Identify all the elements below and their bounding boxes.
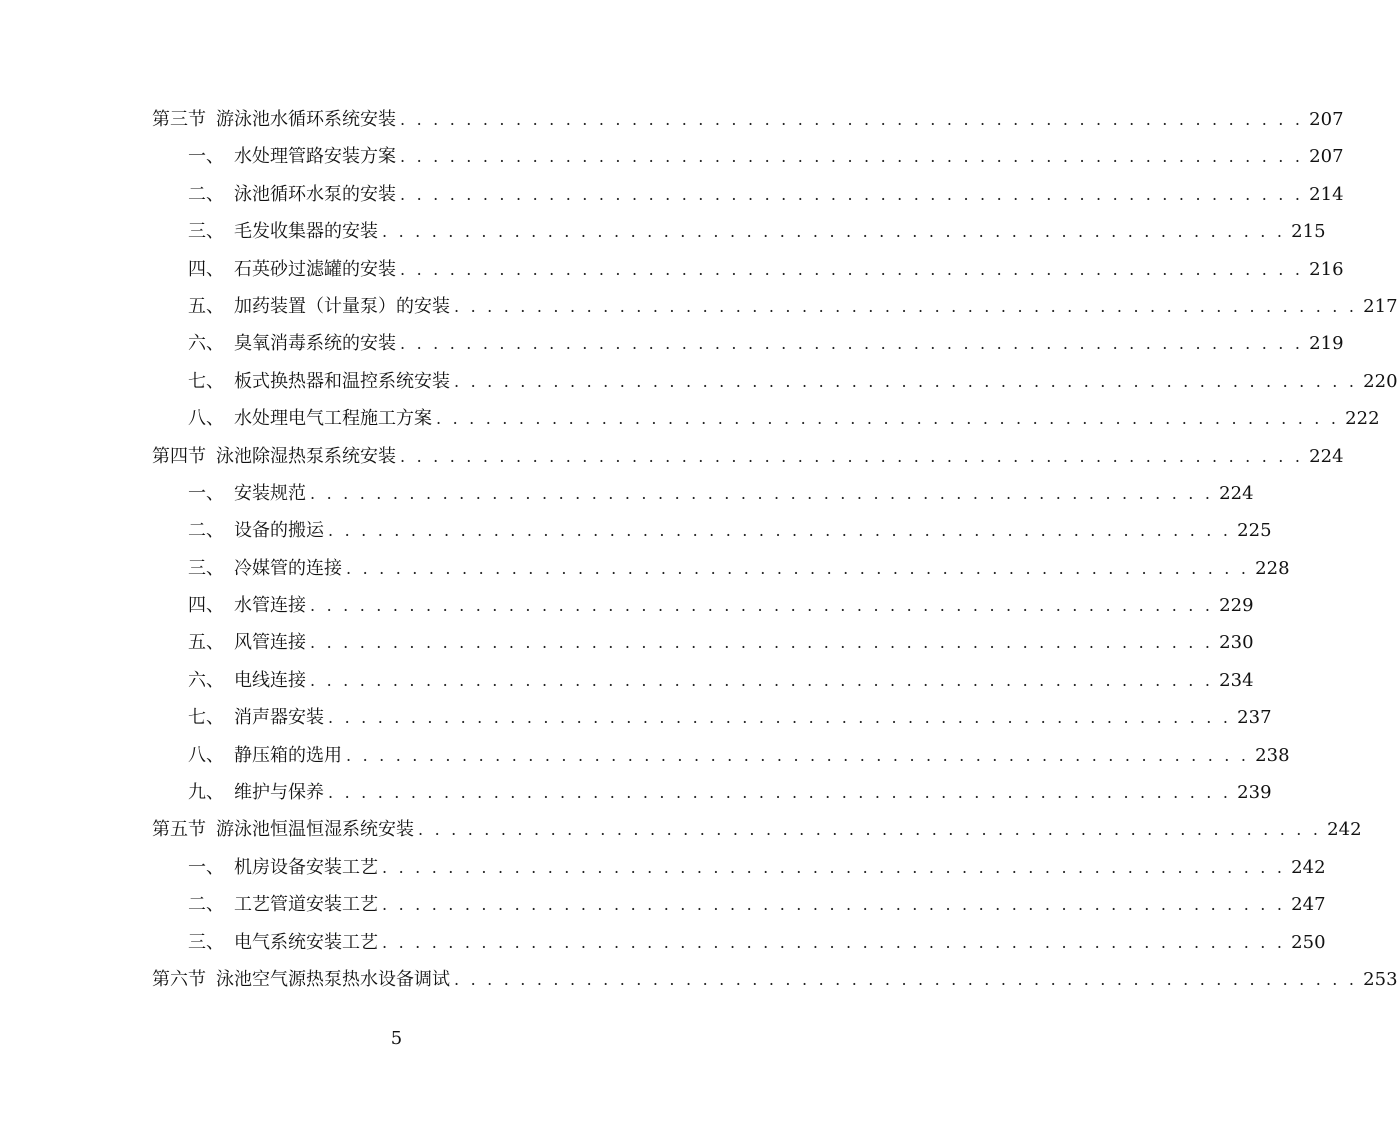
toc-entry-number: 六、 [188,333,224,355]
toc-entry-text: 维护与保养 [234,782,324,804]
toc-page-number: 239 [1237,782,1272,804]
toc-leader-dots: . . . . . . . . . . . . . . . . . . . . . . . . . . . . . . . . . . . . . . . . . . . . . . . . . . . . . . . [400,446,1304,466]
toc-entry-text: 泳池循环水泵的安装 [234,183,396,205]
toc-leader-dots: . . . . . . . . . . . . . . . . . . . . . . . . . . . . . . . . . . . . . . . . . . . . . . . . . . . . . . . [400,147,1304,167]
toc-leader-dots: . . . . . . . . . . . . . . . . . . . . . . . . . . . . . . . . . . . . . . . . . . . . . . . . . . . . . . . [346,745,1250,765]
toc-subsection-entry[interactable] [152,587,1254,624]
toc-page-number: 228 [1255,557,1290,579]
toc-page-number: 224 [1219,482,1254,504]
toc-entry-text: 静压箱的选用 [234,744,342,766]
toc-page-number: 216 [1309,258,1344,280]
toc-leader-dots: . . . . . . . . . . . . . . . . . . . . . . . . . . . . . . . . . . . . . . . . . . . . . . . . . . . . . . . [400,184,1304,204]
toc-entry-number: 二、 [188,894,224,916]
toc-leader-dots: . . . . . . . . . . . . . . . . . . . . . . . . . . . . . . . . . . . . . . . . . . . . . . . . . . . . . . . [310,596,1214,616]
toc-entry-number: 第四节 [152,445,206,467]
toc-entry-text: 工艺管道安装工艺 [234,894,378,916]
toc-leader-dots: . . . . . . . . . . . . . . . . . . . . . . . . . . . . . . . . . . . . . . . . . . . . . . . . . . . . . . . [382,857,1286,877]
toc-section-entry[interactable] [152,961,1398,998]
toc-entry-number: 第三节 [152,109,206,130]
toc-entry-title [188,363,450,400]
toc-entry-number: 二、 [188,520,224,542]
toc-entry-number: 三、 [188,931,224,953]
toc-entry-text: 水处理管路安装方案 [234,146,396,168]
toc-entry-title [152,811,414,848]
toc-entry-text: 臭氧消毒系统的安装 [234,333,396,355]
toc-leader-dots: . . . . . . . . . . . . . . . . . . . . . . . . . . . . . . . . . . . . . . . . . . . . . . . . . . . . . . . [382,895,1286,915]
toc-entry-text: 电线连接 [234,669,306,691]
toc-entry-title [188,288,450,325]
toc-subsection-entry[interactable] [152,288,1398,325]
toc-page-number: 253 [1363,968,1398,990]
toc-entry-title [188,662,306,699]
toc-section-entry[interactable] [152,811,1362,848]
toc-subsection-entry[interactable] [152,213,1326,250]
toc-leader-dots: . . . . . . . . . . . . . . . . . . . . . . . . . . . . . . . . . . . . . . . . . . . . . . . . . . . . . . . [454,371,1358,391]
toc-entry-title [188,737,342,774]
toc-page-number: 234 [1219,669,1254,691]
toc-leader-dots: . . . . . . . . . . . . . . . . . . . . . . . . . . . . . . . . . . . . . . . . . . . . . . . . . . . . . . . [328,708,1232,728]
toc-subsection-entry[interactable] [152,699,1272,736]
toc-entry-text: 冷媒管的连接 [234,557,342,579]
toc-entry-title [188,699,324,736]
toc-entry-title [188,251,396,288]
toc-subsection-entry[interactable] [152,737,1290,774]
toc-leader-dots: . . . . . . . . . . . . . . . . . . . . . . . . . . . . . . . . . . . . . . . . . . . . . . . . . . . . . . . [328,783,1232,803]
toc-subsection-entry[interactable] [152,924,1326,961]
toc-entry-number: 七、 [188,707,224,729]
toc-entry-number: 四、 [188,258,224,280]
toc-subsection-entry[interactable] [152,400,1380,437]
toc-entry-number: 二、 [188,183,224,205]
toc-subsection-entry[interactable] [152,251,1344,288]
toc-subsection-entry[interactable] [152,512,1272,549]
toc-leader-dots: . . . . . . . . . . . . . . . . . . . . . . . . . . . . . . . . . . . . . . . . . . . . . . . . . . . . . . . [436,409,1340,429]
toc-entry-text: 水处理电气工程施工方案 [234,408,432,430]
toc-entry-text: 水管连接 [234,595,306,617]
toc-entry-text: 加药装置（计量泵）的安装 [234,295,450,317]
toc-entry-title [152,438,396,475]
toc-leader-dots: . . . . . . . . . . . . . . . . . . . . . . . . . . . . . . . . . . . . . . . . . . . . . . . . . . . . . . . [400,334,1304,354]
toc-page-number: 242 [1327,819,1362,841]
toc-entry-text: 泳池除湿热泵系统安装 [216,445,396,467]
toc-leader-dots: . . . . . . . . . . . . . . . . . . . . . . . . . . . . . . . . . . . . . . . . . . . . . . . . . . . . . . . [346,558,1250,578]
toc-page-number: 219 [1309,333,1344,355]
toc-entry-number: 四、 [188,595,224,617]
toc-entry-number: 第六节 [152,968,206,990]
toc-leader-dots: . . . . . . . . . . . . . . . . . . . . . . . . . . . . . . . . . . . . . . . . . . . . . . . . . . . . . . . [382,222,1286,242]
toc-entry-title [152,961,450,998]
toc-entry-text: 消声器安装 [234,707,324,729]
toc-page-number: 225 [1237,520,1272,542]
toc-entry-title [152,101,396,138]
toc-page-number: 250 [1291,931,1326,953]
toc-subsection-entry[interactable] [152,886,1326,923]
toc-entry-text: 安装规范 [234,482,306,504]
toc-entry-title [188,138,396,175]
toc-entry-title [188,176,396,213]
toc-leader-dots: . . . . . . . . . . . . . . . . . . . . . . . . . . . . . . . . . . . . . . . . . . . . . . . . . . . . . . . [400,110,1304,129]
toc-page-number: 247 [1291,894,1326,916]
toc-entry-text: 设备的搬运 [234,520,324,542]
toc-entry-title [188,512,324,549]
toc-entry-number: 一、 [188,146,224,168]
toc-page-number: 224 [1309,445,1344,467]
toc-page-number: 207 [1309,109,1344,130]
toc-entry-number: 第五节 [152,819,206,841]
toc-entry-text: 游泳池恒温恒湿系统安装 [216,819,414,841]
toc-subsection-entry[interactable] [152,475,1254,512]
toc-subsection-entry[interactable] [152,363,1398,400]
toc-entry-title [188,213,378,250]
toc-subsection-entry[interactable] [152,662,1254,699]
toc-entry-title [188,475,306,512]
toc-leader-dots: . . . . . . . . . . . . . . . . . . . . . . . . . . . . . . . . . . . . . . . . . . . . . . . . . . . . . . . [310,633,1214,653]
toc-page-number: 220 [1363,370,1398,392]
toc-page-number: 222 [1345,408,1380,430]
toc-page-number: 238 [1255,744,1290,766]
toc-leader-dots: . . . . . . . . . . . . . . . . . . . . . . . . . . . . . . . . . . . . . . . . . . . . . . . . . . . . . . . [328,521,1232,541]
toc-entry-number: 一、 [188,856,224,878]
toc-entry-text: 板式换热器和温控系统安装 [234,370,450,392]
toc-leader-dots: . . . . . . . . . . . . . . . . . . . . . . . . . . . . . . . . . . . . . . . . . . . . . . . . . . . . . . . [310,483,1214,503]
toc-subsection-entry[interactable] [152,849,1326,886]
toc-leader-dots: . . . . . . . . . . . . . . . . . . . . . . . . . . . . . . . . . . . . . . . . . . . . . . . . . . . . . . . [382,932,1286,952]
toc-entry-text: 机房设备安装工艺 [234,856,378,878]
toc-page-number: 237 [1237,707,1272,729]
toc-leader-dots: . . . . . . . . . . . . . . . . . . . . . . . . . . . . . . . . . . . . . . . . . . . . . . . . . . . . . . . [454,296,1358,316]
toc-entry-title [188,587,306,624]
toc-entry-number: 五、 [188,632,224,654]
toc-subsection-entry[interactable] [152,550,1290,587]
toc-entry-text: 电气系统安装工艺 [234,931,378,953]
toc-page-number: 217 [1363,295,1398,317]
toc-page-number: 207 [1309,146,1344,168]
toc-entry-title [188,849,378,886]
toc-entry-number: 八、 [188,744,224,766]
toc-entry-text: 泳池空气源热泵热水设备调试 [216,968,450,990]
toc-entry-text: 毛发收集器的安装 [234,221,378,243]
toc-entry-number: 八、 [188,408,224,430]
toc-subsection-entry[interactable] [152,624,1254,661]
toc-entry-title [188,400,432,437]
toc-page-number: 242 [1291,856,1326,878]
toc-entry-text: 游泳池水循环系统安装 [216,109,396,130]
toc-subsection-entry[interactable] [152,774,1272,811]
toc-entry-number: 五、 [188,295,224,317]
toc-entry-number: 七、 [188,370,224,392]
toc-leader-dots: . . . . . . . . . . . . . . . . . . . . . . . . . . . . . . . . . . . . . . . . . . . . . . . . . . . . . . . [454,969,1358,989]
toc-leader-dots: . . . . . . . . . . . . . . . . . . . . . . . . . . . . . . . . . . . . . . . . . . . . . . . . . . . . . . . [310,670,1214,690]
toc-section-entry[interactable] [152,438,1344,475]
toc-subsection-entry[interactable] [152,176,1344,213]
toc-page-number: 229 [1219,595,1254,617]
toc-entry-title [188,624,306,661]
table-of-contents [152,101,1398,998]
page-number: 5 [390,1028,403,1049]
toc-entry-number: 一、 [188,482,224,504]
toc-entry-title [188,774,324,811]
toc-subsection-entry[interactable] [152,325,1344,362]
toc-page-number: 215 [1291,221,1326,243]
toc-entry-text: 石英砂过滤罐的安装 [234,258,396,280]
toc-page-number: 214 [1309,183,1344,205]
toc-entry-title [188,550,342,587]
toc-entry-text: 风管连接 [234,632,306,654]
toc-entry-title [188,924,378,961]
toc-entry-title [188,886,378,923]
toc-entry-number: 三、 [188,557,224,579]
toc-entry-number: 三、 [188,221,224,243]
toc-entry-number: 六、 [188,669,224,691]
toc-leader-dots: . . . . . . . . . . . . . . . . . . . . . . . . . . . . . . . . . . . . . . . . . . . . . . . . . . . . . . . [418,820,1322,840]
toc-subsection-entry[interactable] [152,138,1344,175]
toc-page-number: 230 [1219,632,1254,654]
toc-leader-dots: . . . . . . . . . . . . . . . . . . . . . . . . . . . . . . . . . . . . . . . . . . . . . . . . . . . . . . . [400,259,1304,279]
toc-entry-number: 九、 [188,782,224,804]
toc-entry-title [188,325,396,362]
toc-section-entry[interactable] [152,101,1344,138]
